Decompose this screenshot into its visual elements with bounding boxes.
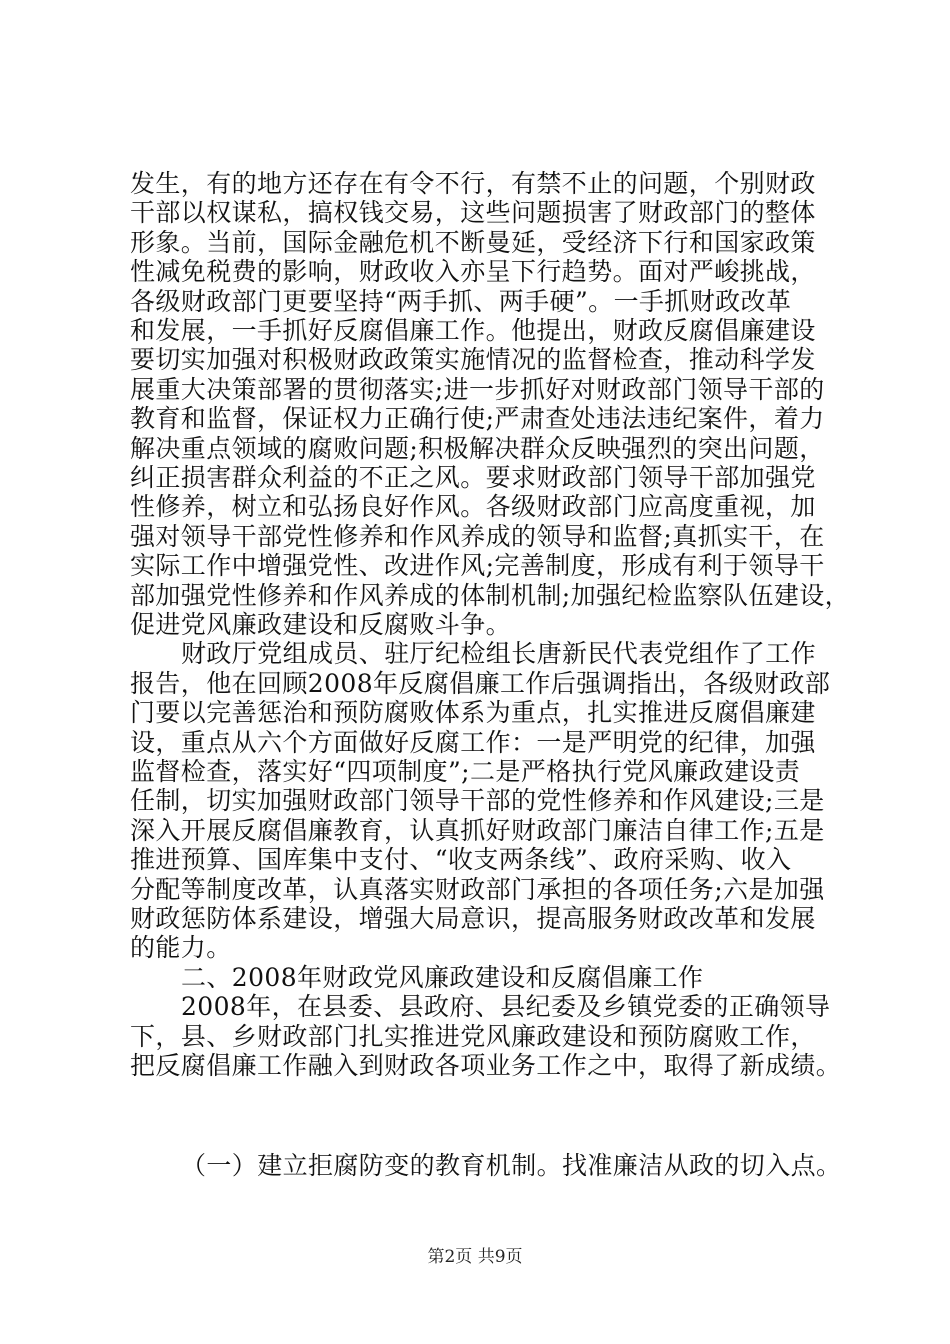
text-line: 监督检查，落实好“四项制度”;二是严格执行党风廉政建设责 — [130, 757, 801, 786]
text-line: 实际工作中增强党性、改进作风;完善制度，形成有利于领导干 — [130, 551, 825, 581]
text-line: 强对领导干部党性修养和作风养成的领导和监督;真抓实干，在 — [130, 521, 825, 551]
text-line: 门要以完善惩治和预防腐败体系为重点，扎实推进反腐倡廉建 — [130, 698, 816, 728]
section-heading: 二、2008年财政党风廉政建设和反腐倡廉工作 — [181, 962, 704, 992]
text-line: 干部以权谋私，搞权钱交易，这些问题损害了财政部门的整体 — [130, 198, 816, 228]
text-line: 的能力。 — [130, 933, 232, 963]
text-line: 发生，有的地方还存在有令不行，有禁不止的问题，个别财政 — [130, 169, 816, 198]
text-line: 形象。当前，国际金融危机不断曼延，受经济下行和国家政策 — [130, 227, 816, 257]
text-line: 各级财政部门更要坚持“两手抓、两手硬”。一手抓财政改革 — [130, 286, 792, 316]
text-line: 解决重点领域的腐败问题;积极解决群众反映强烈的突出问题， — [130, 433, 825, 463]
text-line: 性减免税费的影响，财政收入亦呈下行趋势。面对严峻挑战， — [130, 257, 816, 287]
text-line: 部加强党性修养和作风养成的体制机制;加强纪检监察队伍建设， — [130, 580, 851, 610]
subsection-heading: （一）建立拒腐防变的教育机制。找准廉洁从政的切入点。 — [181, 1151, 842, 1180]
paragraph-first-line: 2008年，在县委、县政府、县纪委及乡镇党委的正确领导 — [181, 992, 831, 1022]
text-line: 推进预算、国库集中支付、“收支两条线”、政府采购、收入 — [130, 845, 792, 875]
text-line: 要切实加强对积极财政政策实施情况的监督检查，推动科学发 — [130, 345, 816, 375]
text-line: 把反腐倡廉工作融入到财政各项业务工作之中，取得了新成绩。 — [130, 1051, 842, 1080]
text-line: 任制，切实加强财政部门领导干部的党性修养和作风建设;三是 — [130, 786, 825, 816]
text-line: 展重大决策部署的贯彻落实;进一步抓好对财政部门领导干部的 — [130, 374, 825, 404]
text-line: 设，重点从六个方面做好反腐工作：一是严明党的纪律，加强 — [130, 727, 816, 757]
text-line: 分配等制度改革，认真落实财政部门承担的各项任务;六是加强 — [130, 874, 825, 904]
text-line: 纠正损害群众利益的不正之风。要求财政部门领导干部加强党 — [130, 463, 816, 492]
text-line: 报告，他在回顾2008年反腐倡廉工作后强调指出，各级财政部 — [130, 668, 831, 698]
text-line: 财政惩防体系建设，增强大局意识，提高服务财政改革和发展 — [130, 904, 816, 933]
text-line: 性修养，树立和弘扬良好作风。各级财政部门应高度重视，加 — [130, 492, 816, 522]
text-line: 和发展，一手抓好反腐倡廉工作。他提出，财政反腐倡廉建设 — [130, 316, 816, 345]
text-line: 深入开展反腐倡廉教育，认真抓好财政部门廉洁自律工作;五是 — [130, 815, 825, 845]
paragraph-first-line: 财政厅党组成员、驻厅纪检组长唐新民代表党组作了工作 — [181, 639, 817, 669]
page-footer: 第2页 共9页 — [427, 1247, 523, 1267]
text-line: 教育和监督，保证权力正确行使;严肃查处违法违纪案件，着力 — [130, 404, 825, 434]
text-line: 下，县、乡财政部门扎实推进党风廉政建设和预防腐败工作， — [130, 1021, 816, 1051]
text-line: 促进党风廉政建设和反腐败斗争。 — [130, 610, 512, 639]
